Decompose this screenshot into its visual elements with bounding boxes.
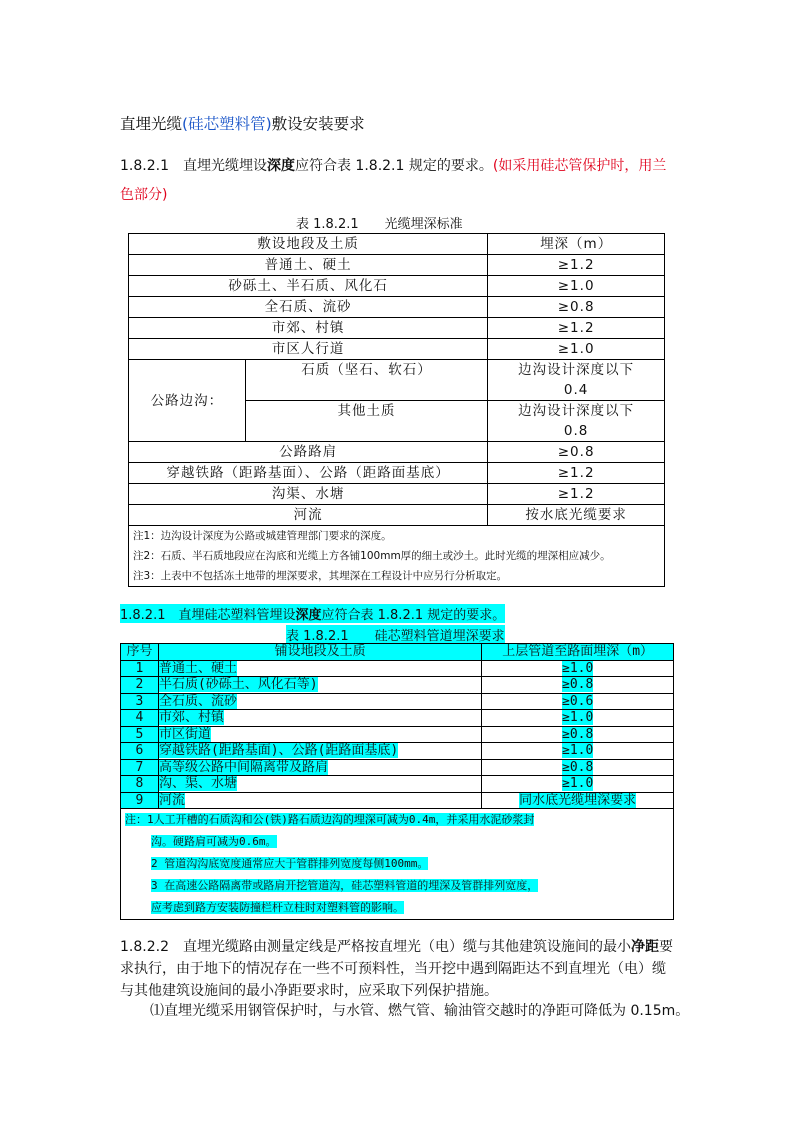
- table-row: [121, 710, 674, 727]
- cell-depth: ≥1.0: [488, 276, 665, 297]
- table-note-row: [129, 526, 665, 547]
- cell-depth-text: ≥0.6: [562, 693, 594, 709]
- table-row: [121, 677, 674, 694]
- cell-section-text: 市区街道: [158, 726, 211, 742]
- table-row: [129, 505, 665, 526]
- cell-depth: [482, 776, 674, 793]
- cell-section-text: 全石质、流砂: [158, 693, 237, 709]
- section-bold: 深度: [266, 158, 295, 174]
- cell-depth: [482, 693, 674, 710]
- cell-depth-text: ≥1.0: [562, 743, 594, 758]
- table-row: [121, 660, 674, 677]
- table-row: [129, 463, 665, 484]
- cell-section: [158, 677, 481, 694]
- section-text: 1.8.2.1 直埋硅芯塑料管埋设: [120, 608, 296, 623]
- table-row: [121, 792, 674, 809]
- table-row: [129, 297, 665, 318]
- table-row: [129, 276, 665, 297]
- title-text-end: 敷设安装要求: [271, 115, 365, 133]
- section-text-b: 应符合表 1.8.2.1 规定的要求。: [294, 158, 493, 174]
- header-depth: 埋深（m）: [488, 234, 665, 255]
- cell-section-text: 半石质(砂砾土、风化石等): [158, 677, 318, 692]
- cell-depth-text: ≥1.0: [562, 776, 594, 791]
- table-row: [129, 339, 665, 360]
- cell-section: [158, 792, 481, 809]
- cell-depth: [488, 360, 665, 401]
- table-header-row: [121, 644, 674, 661]
- depth-line-1: 边沟设计深度以下: [518, 362, 635, 378]
- cell-no: 3: [121, 693, 159, 710]
- cell-section: 市区人行道: [129, 339, 488, 360]
- table-row: [121, 776, 674, 793]
- section-bold: 净距: [630, 939, 659, 955]
- cell-no: 8: [121, 776, 159, 793]
- cell-section: 沟渠、水塘: [129, 484, 488, 505]
- cell-section: [158, 660, 481, 677]
- table-note-row: [129, 566, 665, 587]
- silicon-pipe-depth-table: [120, 643, 674, 920]
- cell-section: 砂砾土、半石质、风化石: [129, 276, 488, 297]
- cell-section: 公路路肩: [129, 442, 488, 463]
- table-note: 注1：边沟设计深度为公路或城建管理部门要求的深度。: [129, 526, 665, 547]
- depth-line-1: 边沟设计深度以下: [518, 403, 635, 419]
- cell-depth-text: ≥0.8: [562, 759, 594, 775]
- cell-no: 4: [121, 710, 159, 727]
- document-title: [120, 112, 365, 134]
- cell-depth: [482, 677, 674, 694]
- cell-depth: ≥1.2: [488, 463, 665, 484]
- depth-line-2: 0.8: [563, 423, 589, 439]
- section-red-note: (如采用硅芯管保护时，用兰色部分): [120, 158, 667, 203]
- cell-section: 市郊、村镇: [129, 318, 488, 339]
- table-row: [121, 693, 674, 710]
- cell-no: 7: [121, 759, 159, 776]
- cell-section-text: 沟、渠、水塘: [158, 776, 237, 791]
- table-note-row: [121, 809, 674, 920]
- note-3-line-2: 应考虑到路方安装防撞栏杆立柱时对塑料管的影响。: [151, 901, 404, 914]
- cell-no: 6: [121, 743, 159, 760]
- cell-no: 1: [121, 660, 159, 677]
- title-highlight: (硅芯塑料管): [182, 115, 272, 133]
- cell-depth: [488, 401, 665, 442]
- note-3-line-1: 3 在高速公路隔离带或路肩开挖管道沟，硅芯塑料管道的埋深及管群排列宽度，: [151, 879, 539, 892]
- cell-no: 5: [121, 726, 159, 743]
- cell-section-text: 高等级公路中间隔离带及路肩: [158, 759, 328, 775]
- note-1-line-2: 沟。硬路肩可减为0.6m。: [151, 835, 277, 848]
- cell-depth: ≥1.2: [488, 318, 665, 339]
- cell-section-text: 市郊、村镇: [158, 710, 224, 725]
- section-bold: 深度: [295, 608, 322, 623]
- section-text-b: 应符合表 1.8.2.1 规定的要求。: [321, 608, 506, 623]
- note-1-line-1: 注：1人工开槽的石质沟和公(铁)路石质边沟的埋深可减为0.4m，并采用水泥砂浆封: [125, 813, 535, 826]
- cell-section-text: 穿越铁路(距路基面)、公路(距路面基底): [158, 743, 399, 758]
- cell-no: 9: [121, 792, 159, 809]
- table-row: [129, 255, 665, 276]
- cell-section: [158, 710, 481, 727]
- header-no: 序号: [121, 644, 159, 661]
- table-row: [129, 360, 665, 401]
- cell-no: 2: [121, 677, 159, 694]
- table-row: [121, 726, 674, 743]
- section-text: 直埋光缆埋设: [182, 158, 267, 174]
- cell-section: [158, 759, 481, 776]
- header-section: 铺设地段及土质: [158, 644, 481, 661]
- table-row: [129, 484, 665, 505]
- section-2-heading: [120, 604, 505, 623]
- header-depth: 上层管道至路面埋深（m）: [482, 644, 674, 661]
- cell-depth: ≥1.2: [488, 255, 665, 276]
- cell-section: [158, 726, 481, 743]
- section-4-paragraph: ⑴直埋光缆采用钢管保护时，与水管、燃气管、输油管交越时的净距可降低为 0.15m。: [150, 1003, 690, 1019]
- cell-depth-text: ≥1.0: [562, 660, 594, 676]
- cell-ditch-label: 公路边沟：: [129, 360, 246, 442]
- cell-section: 河流: [129, 505, 488, 526]
- table-note-row: [129, 546, 665, 566]
- cell-depth: ≥0.8: [488, 297, 665, 318]
- title-text: 直埋光缆: [120, 115, 183, 133]
- cell-depth: ≥1.2: [488, 484, 665, 505]
- cell-depth: [482, 743, 674, 760]
- cell-depth: [482, 660, 674, 677]
- note-2: 2 管道沟沟底宽度通常应大于管群排列宽度每侧100mm。: [151, 857, 429, 870]
- cell-section: [158, 743, 481, 760]
- cell-depth: ≥1.0: [488, 339, 665, 360]
- cell-section: 穿越铁路（距路基面）、公路（距路面基底）: [129, 463, 488, 484]
- cell-depth-text: ≥1.0: [562, 710, 594, 725]
- cell-section: 其他土质: [245, 401, 488, 442]
- table-note: 注2：石质、半石质地段应在沟底和光缆上方各铺100mm厚的细土或沙土。此时光缆的埋深相应减少。: [129, 546, 665, 566]
- cell-depth-text: ≥0.8: [562, 677, 594, 692]
- cell-depth: [482, 792, 674, 809]
- table-row: [129, 442, 665, 463]
- cell-depth: [482, 710, 674, 727]
- cell-section: [158, 776, 481, 793]
- header-section: 敷设地段及土质: [129, 234, 488, 255]
- table-1-caption: 表 1.8.2.1 光缆埋深标准: [296, 217, 463, 232]
- cell-section-text: 普通土、硬土: [158, 660, 237, 676]
- depth-line-2: 0.4: [563, 382, 589, 398]
- section-text: 1.8.2.2 直埋光缆路由测量定线是严格按直埋光（电）缆与其他建筑设施间的最小: [120, 939, 631, 955]
- table-2-caption: 表 1.8.2.1 硅芯塑料管道埋深要求: [286, 625, 505, 644]
- cell-depth: 按水底光缆要求: [488, 505, 665, 526]
- table-row: [121, 759, 674, 776]
- cell-section: 普通土、硬土: [129, 255, 488, 276]
- cell-section: 全石质、流砂: [129, 297, 488, 318]
- cell-depth-text: 同水底光缆埋深要求: [519, 792, 637, 808]
- table-row: [121, 743, 674, 760]
- section-number: 1.8.2.1: [120, 158, 169, 174]
- cell-section: 石质（坚石、软石）: [245, 360, 488, 401]
- section-text-b: 要求执行，由于地下的情况存在一些不可预料性，当开挖中遇到隔距达不到直埋光（电）缆与其他建筑设施间的最小净距要求时，应采取下列保护措施。: [120, 939, 673, 999]
- burial-depth-table: [128, 233, 665, 587]
- table-note: 注3：上表中不包括冻土地带的埋深要求，其埋深在工程设计中应另行分析取定。: [129, 566, 665, 587]
- cell-depth: ≥0.8: [488, 442, 665, 463]
- section-1-paragraph: [120, 152, 676, 210]
- table-2-notes: [121, 809, 674, 920]
- table-header-row: [129, 234, 665, 255]
- cell-depth: [482, 759, 674, 776]
- cell-depth-text: ≥0.8: [562, 726, 594, 742]
- section-3-paragraph: [120, 936, 676, 1002]
- table-row: [129, 318, 665, 339]
- cell-section: [158, 693, 481, 710]
- cell-section-text: 河流: [158, 792, 185, 808]
- cell-depth: [482, 726, 674, 743]
